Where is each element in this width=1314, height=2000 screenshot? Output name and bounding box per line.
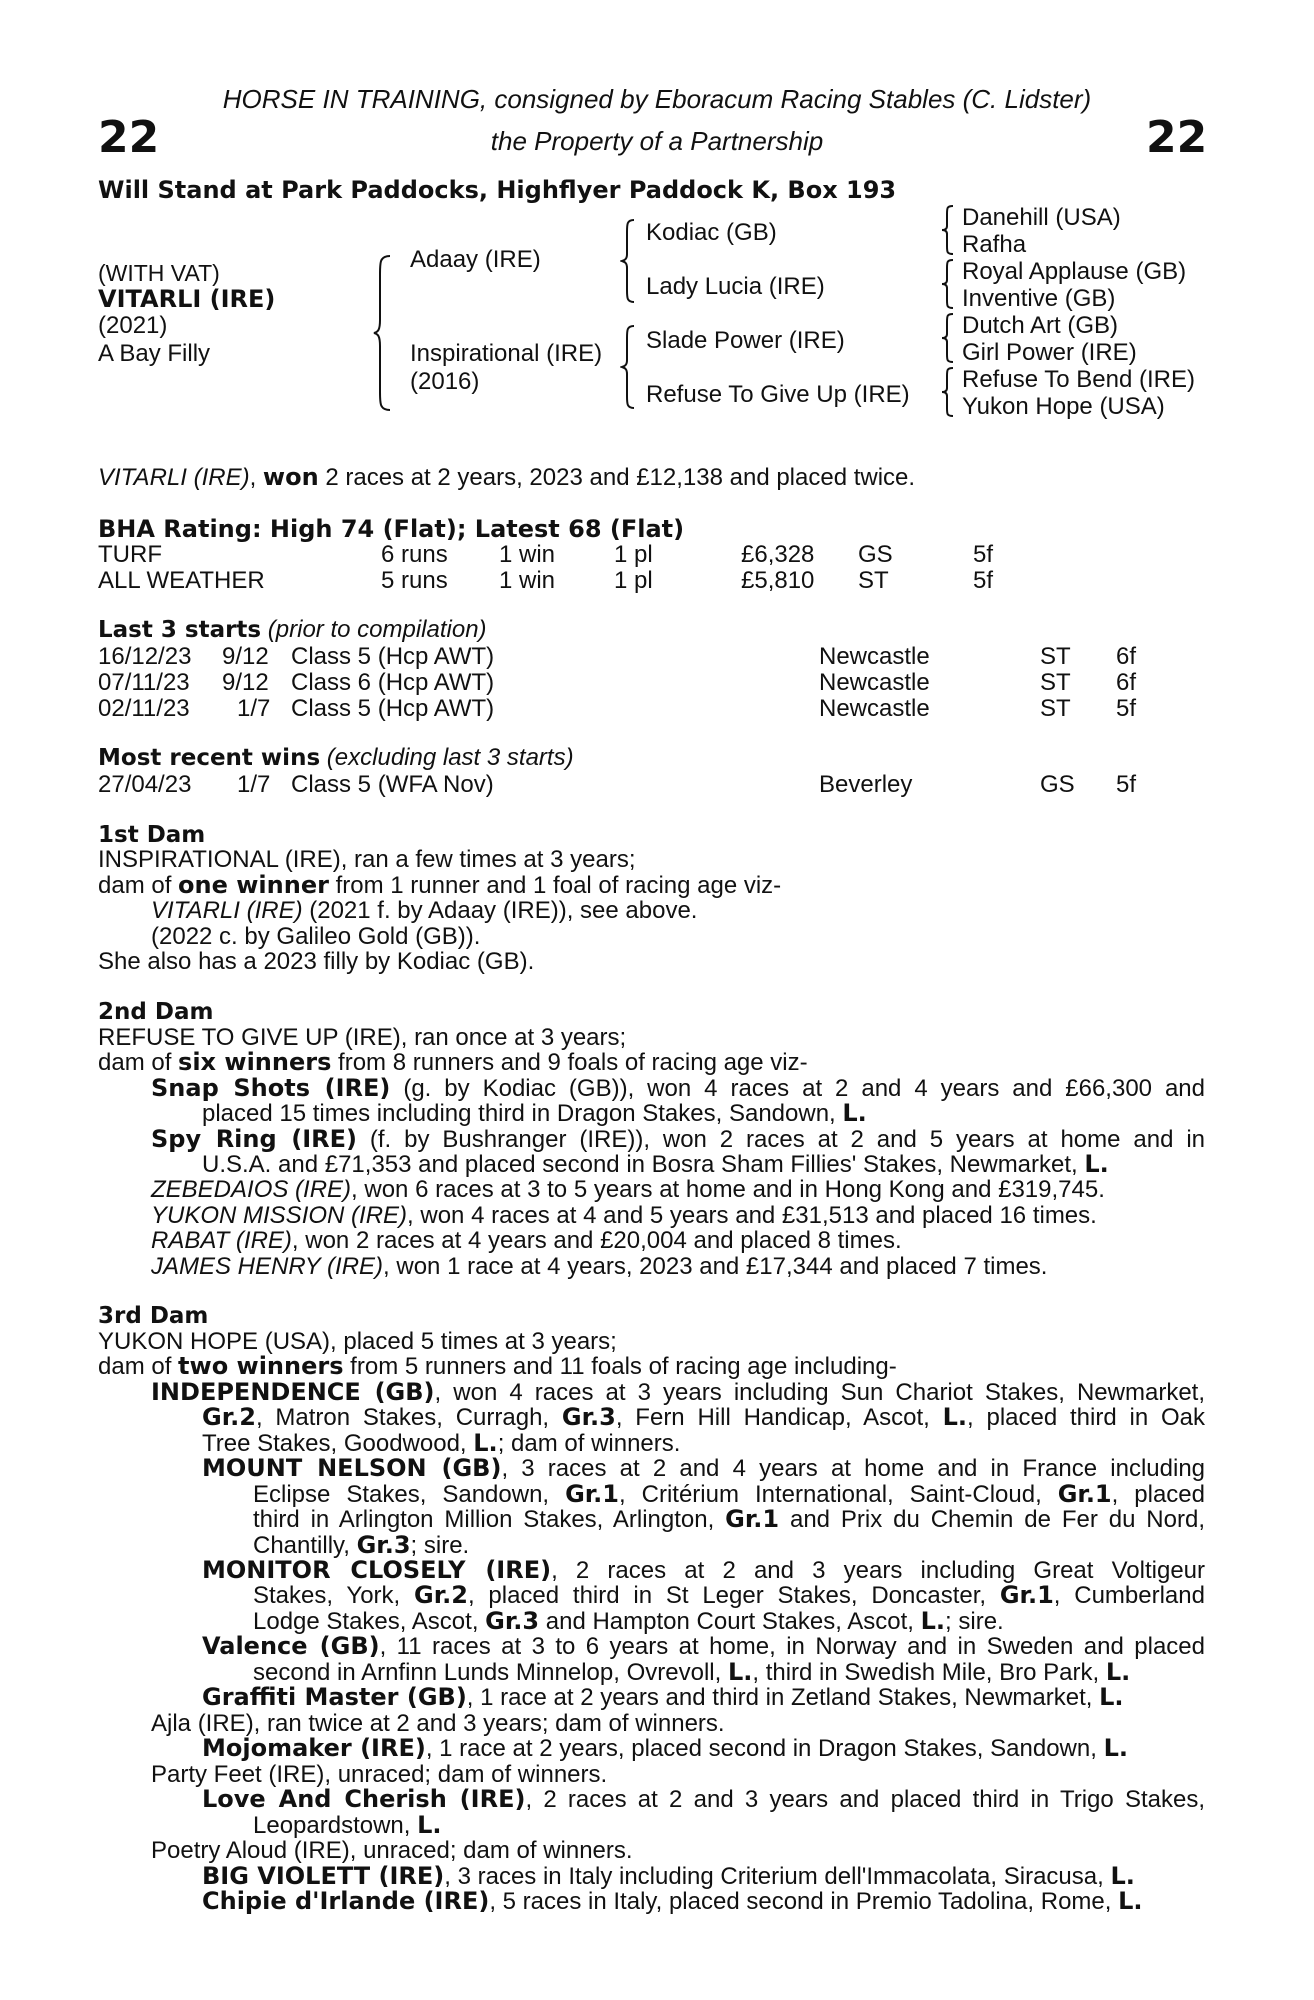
rating-distance: 5f bbox=[973, 541, 994, 568]
win-race: Class 5 (WFA Nov) bbox=[291, 771, 494, 798]
produce-yukon-mission: YUKON MISSION (IRE), won 4 races at 4 and 5 years and £31,513 and placed 16 times. bbox=[151, 1202, 1097, 1229]
produce-party-feet: Party Feet (IRE), unraced; dam of winners. bbox=[151, 1761, 608, 1788]
third-dam-line: YUKON HOPE (USA), placed 5 times at 3 years; bbox=[98, 1328, 617, 1355]
recent-note: (excluding last 3 starts) bbox=[320, 744, 574, 771]
produce-love-and-cherish: Love And Cherish (IRE), 2 races at 2 and 3 years and placed third in Trigo Stakes, bbox=[202, 1785, 1206, 1813]
win-course: Beverley bbox=[819, 771, 913, 798]
produce-chipie-dirlande: Chipie d'Irlande (IRE), 5 races in Italy, placed second in Premio Tadolina, Rome, L. bbox=[202, 1887, 1143, 1915]
pedigree-sire-dam: Lady Lucia (IRE) bbox=[646, 273, 825, 300]
pedigree-sire-sire: Kodiac (GB) bbox=[646, 219, 777, 246]
rating-prize: £6,328 bbox=[741, 541, 815, 568]
start-date: 16/12/23 bbox=[98, 643, 192, 670]
produce-snap-shots-cont: placed 15 times including third in Dragon Stakes, Sandown, L. bbox=[202, 1099, 867, 1127]
produce-monitor-closely-cont: Lodge Stakes, Ascot, Gr.3 and Hampton Court Stakes, Ascot, L.; sire. bbox=[253, 1607, 1004, 1635]
pedigree-g3-4: Inventive (GB) bbox=[962, 285, 1116, 312]
horse-year: (2021) bbox=[98, 312, 168, 339]
rating-placed: 1 pl bbox=[614, 567, 653, 594]
pedigree-g3-1: Danehill (USA) bbox=[962, 204, 1121, 231]
consignor-line: HORSE IN TRAINING, consigned by Eboracum Racing Stables (C. Lidster) bbox=[222, 84, 1092, 114]
pedigree-g3-7: Refuse To Bend (IRE) bbox=[962, 366, 1196, 393]
rating-runs: 5 runs bbox=[381, 567, 448, 594]
pedigree-brace-g3-1 bbox=[940, 204, 956, 256]
produce-valence: Valence (GB), 11 races at 3 to 6 years at home, in Norway and in Sweden and placed bbox=[202, 1632, 1205, 1660]
rating-going: ST bbox=[858, 567, 889, 594]
produce-james-henry: JAMES HENRY (IRE), won 1 race at 4 years, 2023 and £17,344 and placed 7 times. bbox=[151, 1253, 1048, 1280]
pedigree-brace-main bbox=[372, 254, 394, 412]
win-distance: 5f bbox=[1116, 771, 1137, 798]
start-going: ST bbox=[1040, 695, 1071, 722]
rating-runs: 6 runs bbox=[381, 541, 448, 568]
rating-placed: 1 pl bbox=[614, 541, 653, 568]
start-course: Newcastle bbox=[819, 669, 930, 696]
produce-poetry-aloud: Poetry Aloud (IRE), unraced; dam of winners. bbox=[151, 1837, 633, 1864]
produce-mount-nelson-cont: Eclipse Stakes, Sandown, Gr.1, Critérium International, Saint-Cloud, Gr.1, placed bbox=[253, 1480, 1205, 1508]
produce-mount-nelson: MOUNT NELSON (GB), 3 races at 2 and 4 years at home and in France including bbox=[202, 1454, 1206, 1482]
produce-ajla: Ajla (IRE), ran twice at 2 and 3 years; dam of winners. bbox=[151, 1710, 725, 1737]
first-dam-heading: 1st Dam bbox=[98, 822, 206, 848]
bha-rating: BHA Rating: High 74 (Flat); Latest 68 (Flat) bbox=[98, 515, 685, 543]
recent-title: Most recent wins bbox=[98, 745, 321, 771]
produce-rabat: RABAT (IRE), won 2 races at 4 years and £20,004 and placed 8 times. bbox=[151, 1227, 902, 1254]
pedigree-brace-g3-3 bbox=[940, 312, 956, 364]
rating-surface: ALL WEATHER bbox=[98, 567, 265, 594]
start-going: ST bbox=[1040, 669, 1071, 696]
start-position: 9/12 bbox=[222, 669, 269, 696]
pedigree-dam-sire: Slade Power (IRE) bbox=[646, 327, 845, 354]
summary-won: won bbox=[262, 463, 319, 491]
lot-number-right: 22 bbox=[1146, 112, 1208, 163]
start-date: 07/11/23 bbox=[98, 669, 190, 696]
rating-prize: £5,810 bbox=[741, 567, 815, 594]
pedigree-dam-dam: Refuse To Give Up (IRE) bbox=[646, 381, 910, 408]
start-race: Class 5 (Hcp AWT) bbox=[291, 643, 495, 670]
start-distance: 6f bbox=[1116, 643, 1137, 670]
start-race: Class 5 (Hcp AWT) bbox=[291, 695, 495, 722]
first-dam-foal: (2022 c. by Galileo Gold (GB)). bbox=[151, 923, 481, 950]
summary-text: 2 races at 2 years, 2023 and £12,138 and placed twice. bbox=[318, 464, 916, 491]
last3-note: (prior to compilation) bbox=[261, 616, 487, 643]
pedigree-dam-year: (2016) bbox=[410, 368, 480, 395]
first-dam-produce: dam of one winner from 1 runner and 1 foal of racing age viz- bbox=[98, 871, 782, 899]
produce-monitor-closely: MONITOR CLOSELY (IRE), 2 races at 2 and 3 years including Great Voltigeur bbox=[202, 1556, 1206, 1584]
third-dam-heading: 3rd Dam bbox=[98, 1303, 209, 1329]
produce-mount-nelson-cont: Chantilly, Gr.3; sire. bbox=[253, 1531, 470, 1559]
win-date: 27/04/23 bbox=[98, 771, 192, 798]
pedigree-dam: Inspirational (IRE) bbox=[410, 340, 603, 367]
win-position: 1/7 bbox=[237, 771, 271, 798]
produce-love-and-cherish-cont: Leopardstown, L. bbox=[253, 1811, 442, 1839]
start-distance: 5f bbox=[1116, 695, 1137, 722]
last3-title: Last 3 starts bbox=[98, 617, 262, 643]
win-going: GS bbox=[1040, 771, 1075, 798]
produce-independence: INDEPENDENCE (GB), won 4 races at 3 years including Sun Chariot Stakes, Newmarket, bbox=[151, 1378, 1205, 1406]
pedigree-sire: Adaay (IRE) bbox=[410, 246, 541, 273]
pedigree-brace-dam bbox=[620, 324, 638, 410]
pedigree-g3-3: Royal Applause (GB) bbox=[962, 258, 1187, 285]
start-race: Class 6 (Hcp AWT) bbox=[291, 669, 495, 696]
start-position: 9/12 bbox=[222, 643, 269, 670]
start-date: 02/11/23 bbox=[98, 695, 190, 722]
produce-mount-nelson-cont: third in Arlington Million Stakes, Arlington, Gr.1 and Prix du Chemin de Fer du Nord, bbox=[253, 1505, 1205, 1533]
rating-surface: TURF bbox=[98, 541, 162, 568]
pedigree-brace-sire bbox=[620, 218, 638, 304]
produce-independence-cont: Tree Stakes, Goodwood, L.; dam of winners. bbox=[202, 1429, 681, 1457]
third-dam-produce: dam of two winners from 5 runners and 11 foals of racing age including- bbox=[98, 1352, 897, 1380]
horse-description: A Bay Filly bbox=[98, 340, 211, 367]
pedigree-brace-g3-4 bbox=[940, 366, 956, 418]
produce-independence-cont: Gr.2, Matron Stakes, Curragh, Gr.3, Fern Hill Handicap, Ascot, L., placed third in Oak bbox=[202, 1403, 1205, 1431]
produce-valence-cont: second in Arnfinn Lunds Minnelop, Ovrevoll, L., third in Swedish Mile, Bro Park, L. bbox=[253, 1658, 1131, 1686]
produce-graffiti-master: Graffiti Master (GB), 1 race at 2 years and third in Zetland Stakes, Newmarket, L. bbox=[202, 1683, 1124, 1711]
produce-big-violett: BIG VIOLETT (IRE), 3 races in Italy including Criterium dell'Immacolata, Siracusa, L. bbox=[202, 1862, 1135, 1890]
race-summary: VITARLI (IRE), won 2 races at 2 years, 2023 and £12,138 and placed twice. bbox=[98, 463, 916, 491]
pedigree-g3-8: Yukon Hope (USA) bbox=[962, 393, 1165, 420]
rating-distance: 5f bbox=[973, 567, 994, 594]
start-position: 1/7 bbox=[237, 695, 271, 722]
pedigree-g3-5: Dutch Art (GB) bbox=[962, 312, 1119, 339]
summary-horse-name: VITARLI (IRE) bbox=[98, 464, 250, 491]
first-dam-line: INSPIRATIONAL (IRE), ran a few times at 3 years; bbox=[98, 846, 636, 873]
pedigree-brace-g3-2 bbox=[940, 258, 956, 310]
produce-mojomaker: Mojomaker (IRE), 1 race at 2 years, placed second in Dragon Stakes, Sandown, L. bbox=[202, 1734, 1128, 1762]
produce-zebedaios: ZEBEDAIOS (IRE), won 6 races at 3 to 5 years at home and in Hong Kong and £319,745. bbox=[151, 1176, 1105, 1203]
rating-wins: 1 win bbox=[499, 567, 556, 594]
second-dam-line: REFUSE TO GIVE UP (IRE), ran once at 3 years; bbox=[98, 1024, 627, 1051]
pedigree-g3-2: Rafha bbox=[962, 231, 1027, 258]
horse-name: VITARLI (IRE) bbox=[98, 285, 276, 313]
vat-note: (WITH VAT) bbox=[98, 260, 220, 286]
stand-location: Will Stand at Park Paddocks, Highflyer Paddock K, Box 193 bbox=[98, 176, 897, 204]
rating-wins: 1 win bbox=[499, 541, 556, 568]
last3-heading bbox=[98, 617, 487, 644]
recent-wins-heading bbox=[98, 745, 574, 772]
second-dam-produce: dam of six winners from 8 runners and 9 foals of racing age viz- bbox=[98, 1048, 808, 1076]
start-course: Newcastle bbox=[819, 695, 930, 722]
produce-spy-ring: Spy Ring (IRE) (f. by Bushranger (IRE)), won 2 races at 2 and 5 years at home and in bbox=[151, 1125, 1205, 1153]
property-line: the Property of a Partnership bbox=[490, 126, 824, 156]
second-dam-heading: 2nd Dam bbox=[98, 999, 214, 1025]
start-course: Newcastle bbox=[819, 643, 930, 670]
first-dam-foal: VITARLI (IRE) (2021 f. by Adaay (IRE)), see above. bbox=[151, 897, 698, 924]
lot-number-left: 22 bbox=[98, 112, 160, 163]
rating-going: GS bbox=[858, 541, 893, 568]
pedigree-g3-6: Girl Power (IRE) bbox=[962, 339, 1137, 366]
produce-monitor-closely-cont: Stakes, York, Gr.2, placed third in St Leger Stakes, Doncaster, Gr.1, Cumberland bbox=[253, 1581, 1205, 1609]
start-going: ST bbox=[1040, 643, 1071, 670]
produce-snap-shots: Snap Shots (IRE) (g. by Kodiac (GB)), won 4 races at 2 and 4 years and £66,300 and bbox=[151, 1074, 1206, 1102]
produce-spy-ring-cont: U.S.A. and £71,353 and placed second in Bosra Sham Fillies' Stakes, Newmarket, L. bbox=[202, 1150, 1109, 1178]
first-dam-note: She also has a 2023 filly by Kodiac (GB). bbox=[98, 948, 535, 975]
start-distance: 6f bbox=[1116, 669, 1137, 696]
